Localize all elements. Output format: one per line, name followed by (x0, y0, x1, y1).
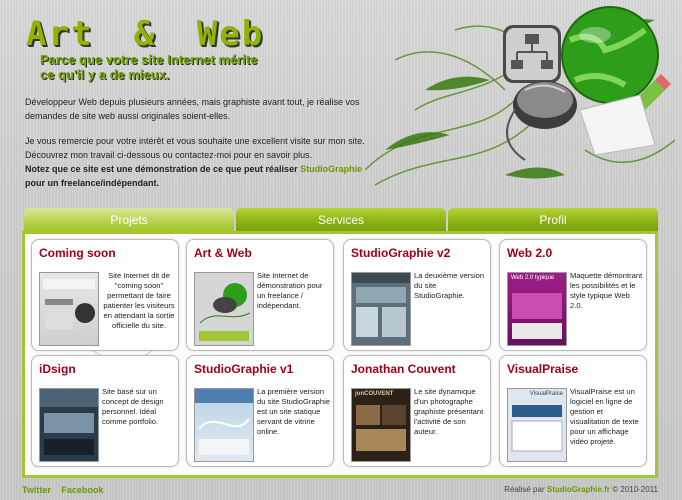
sitemap-icon (503, 25, 561, 83)
project-title: iDsign (39, 362, 76, 376)
project-thumbnail (194, 388, 254, 462)
project-title: Coming soon (39, 246, 116, 260)
intro-note-post: pour un freelance/indépendant. (25, 178, 160, 188)
project-thumbnail (39, 272, 99, 346)
project-thumbnail (507, 272, 567, 346)
project-card-jonathan-couvent[interactable] (343, 355, 491, 467)
mouse-icon (507, 81, 577, 160)
thumbnail-caption: Web 2.0 typique (511, 275, 555, 281)
credit-pre: Réalisé par (504, 485, 545, 494)
tab-projets[interactable]: Projets (24, 208, 234, 232)
project-title: VisualPraise (507, 362, 579, 376)
globe-icon (562, 7, 658, 103)
intro-text (25, 95, 370, 201)
intro-note (25, 164, 362, 188)
project-card-coming-soon[interactable] (31, 239, 179, 351)
project-description: La première version du site StudioGraphie est un site statique servant de vitrine online. (257, 387, 331, 436)
project-card-idsign[interactable] (31, 355, 179, 467)
project-description: Maquette démontrant les possibilités et le style typique Web 2.0. (570, 271, 643, 310)
footer-credit (504, 485, 658, 494)
project-title: Web 2.0 (507, 246, 553, 260)
tagline: Parce que votre site Internet mérite ce qu'il y a de mieux. (40, 52, 258, 82)
tab-bar (22, 208, 658, 232)
project-card-studiographie-v1[interactable] (186, 355, 334, 467)
tab-services[interactable]: Services (236, 208, 446, 232)
intro-paragraph-2-text: Je vous remercie pour votre intérêt et vous souhaite une excellent visite sur mon site. Découvrez mon travail ci-dessous ou contactez-moi pour en savoir plus. (25, 136, 365, 160)
project-description: Le site dynamique d'un photographe graphiste présentant l'activité de son auteur. (414, 387, 484, 436)
site-logo[interactable]: Art & Web (26, 14, 265, 54)
project-thumbnail (351, 388, 411, 462)
project-thumbnail (507, 388, 567, 462)
intro-paragraph-2 (25, 134, 370, 190)
project-description: Site basé sur un concept de design personnel. Idéal comme portfolio. (102, 387, 164, 426)
project-thumbnail (39, 388, 99, 462)
copyright: © 2010-2011 (612, 485, 658, 494)
project-thumbnail (351, 272, 411, 346)
project-description: Site Internet dit de "coming soon" permettant de faire patienter les visiteurs en attendant la sortie officielle du site. (103, 271, 175, 330)
projects-panel (22, 231, 658, 478)
project-description: Site Internet de démonstration pour un freelance / indépendant. (257, 271, 323, 310)
hero-illustration (355, 0, 682, 205)
project-title: StudioGraphie v1 (194, 362, 294, 376)
thumbnail-caption: jonCOUVENT (355, 391, 394, 397)
project-card-studiographie-v2[interactable] (343, 239, 491, 351)
studiographie-footer-link[interactable]: StudioGraphie.fr (546, 485, 610, 494)
project-card-visualpraise[interactable] (499, 355, 647, 467)
intro-paragraph-1: Développeur Web depuis plusieurs années, mais graphiste avant tout, je réalise vos demandes de site web aussi originales soient-elles. (25, 97, 360, 121)
twitter-link[interactable]: Twitter (22, 485, 51, 495)
intro-note-pre: Notez que ce site est une démonstration de ce que peut réaliser (25, 164, 298, 174)
project-thumbnail (194, 272, 254, 346)
thumbnail-caption: VisualPraise (529, 391, 563, 397)
social-links (22, 485, 111, 495)
project-card-web20[interactable] (499, 239, 647, 351)
project-title: StudioGraphie v2 (351, 246, 451, 260)
project-title: Jonathan Couvent (351, 362, 456, 376)
tab-profil[interactable]: Profil (448, 208, 658, 232)
project-card-art-web[interactable] (186, 239, 334, 351)
studiographie-link[interactable]: StudioGraphie (300, 164, 363, 174)
facebook-link[interactable]: Facebook (61, 485, 104, 495)
project-description: VisualPraise est un logiciel en ligne de gestion et visualitation de texte pour un affichage vidéo projeté. (570, 387, 639, 446)
project-title: Art & Web (194, 246, 252, 260)
project-description: La deuxième version du site StudioGraphie. (414, 271, 485, 300)
